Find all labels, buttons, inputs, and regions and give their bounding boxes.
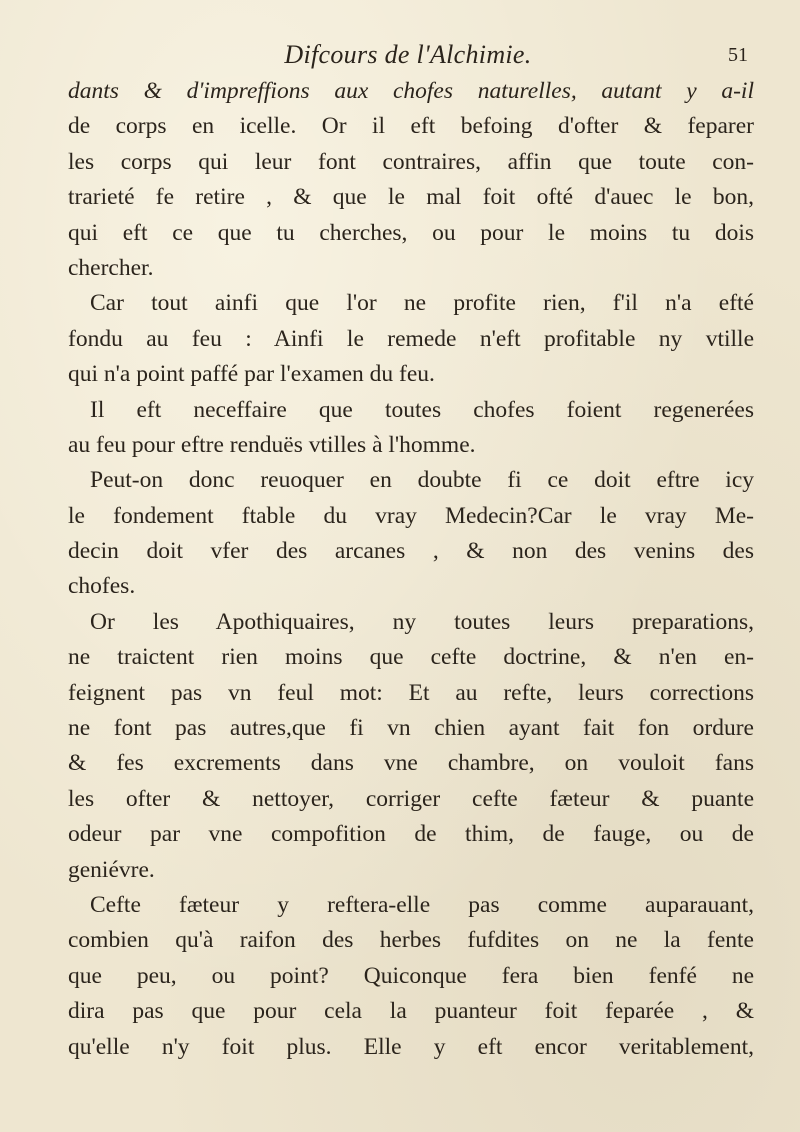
text-line: qui eft ce que tu cherches, ou pour le moins tu dois	[68, 219, 754, 246]
text-line: decin doit vfer des arcanes , & non des venins des	[68, 538, 754, 565]
text-line: que peu, ou point? Quiconque fera bien fenfé ne	[68, 962, 754, 989]
text-line: dants & d'impreffions aux chofes naturelles, autant y a-il	[68, 78, 754, 104]
text-line: au feu pour eftre renduës vtilles à l'homme.	[68, 431, 476, 458]
text-line: chofes.	[68, 573, 136, 600]
text-line: ne font pas autres,que fi vn chien ayant fait fon ordure	[68, 715, 754, 742]
text-line: dira pas que pour cela la puanteur foit feparée , &	[68, 998, 754, 1025]
text-line: Cefte fæteur y reftera-elle pas comme auparauant,	[90, 891, 754, 918]
text-line: Peut-on donc reuoquer en doubte fi ce doit eftre icy	[90, 467, 754, 494]
text-line: chercher.	[68, 254, 154, 281]
text-line: de corps en icelle. Or il eft befoing d'ofter & feparer	[68, 113, 754, 140]
text-line: fondu au feu : Ainfi le remede n'eft profitable ny vtille	[68, 325, 754, 352]
text-line: feignent pas vn feul mot: Et au refte, leurs corrections	[68, 679, 754, 706]
text-line: Car tout ainfi que l'or ne profite rien, f'il n'a efté	[90, 290, 754, 317]
text-line: odeur par vne compofition de thim, de fauge, ou de	[68, 821, 754, 848]
text-line: qu'elle n'y foit plus. Elle y eft encor veritablement,	[68, 1033, 754, 1060]
text-line: & fes excrements dans vne chambre, on vouloit fans	[68, 750, 754, 777]
text-line: trarieté fe retire , & que le mal foit ofté d'auec le bon,	[68, 184, 754, 211]
text-line: geniévre.	[68, 856, 155, 883]
page-header	[68, 40, 748, 74]
text-line: les ofter & nettoyer, corriger cefte fæteur & puante	[68, 785, 754, 812]
body-text	[68, 74, 754, 1065]
text-line: ne traictent rien moins que cefte doctrine, & n'en en-	[68, 644, 754, 671]
text-line: qui n'a point paffé par l'examen du feu.	[68, 361, 435, 388]
text-line: Or les Apothiquaires, ny toutes leurs preparations,	[90, 608, 754, 635]
running-title: Difcours de l'Alchimie.	[284, 40, 532, 69]
page-number: 51	[728, 44, 748, 66]
text-line: le fondement ftable du vray Medecin?Car le vray Me-	[68, 502, 754, 529]
text-line: combien qu'à raifon des herbes fufdites on ne la fente	[68, 927, 754, 954]
text-line: Il eft neceffaire que toutes chofes foient regenerées	[90, 396, 754, 423]
text-line: les corps qui leur font contraires, affin que toute con-	[68, 148, 754, 175]
